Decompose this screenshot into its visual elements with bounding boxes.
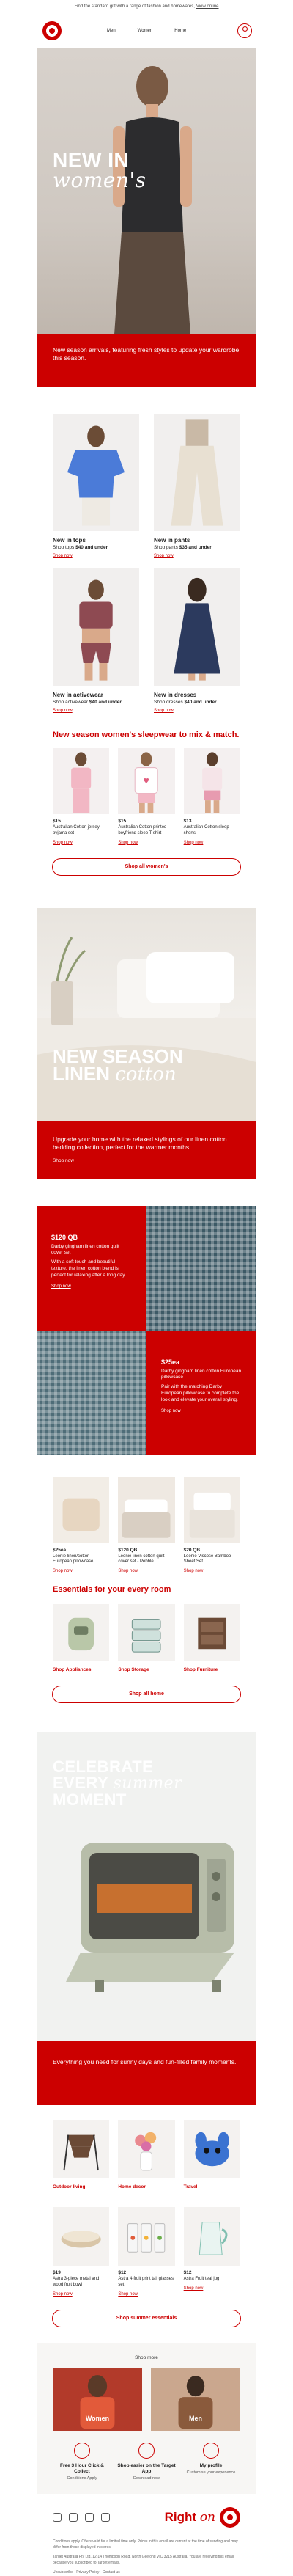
summer-products-grid	[37, 2189, 256, 2297]
nav-item-home[interactable]: Home	[174, 29, 187, 33]
summer-product-image[interactable]	[118, 2207, 174, 2266]
click-collect-icon	[74, 2443, 90, 2459]
quilt-shop-link[interactable]: Shop now	[51, 1284, 71, 1289]
gingham-split-grid	[37, 1206, 256, 1455]
pillowcase-promo[interactable]: $25ea Darby gingham linen cotton European pillowcase Pair with the matching Darby European pillowcase to complete the look and elevate your overall styling. Shop now	[146, 1331, 256, 1455]
nav-item-men[interactable]: Men	[107, 29, 116, 33]
shop-all-home-button[interactable]: Shop all home	[52, 1686, 241, 1703]
pinterest-icon[interactable]	[101, 2513, 110, 2522]
activewear-sub: Shop activewear $40 and under	[53, 700, 122, 705]
essentials-title: Essentials for your every room	[53, 1585, 171, 1595]
summer-product-image[interactable]	[184, 2207, 240, 2266]
sleepwear-shop-link[interactable]: Shop now	[183, 840, 204, 845]
hero-caption: New season arrivals, featuring fresh styles to update your wardrobe this season.	[37, 334, 256, 387]
tops-shop-link[interactable]: Shop now	[53, 554, 73, 558]
nav-item-women[interactable]: Women	[137, 29, 153, 33]
sleepwear-item[interactable]: $13 Australian Cotton sleep shorts Shop now	[184, 748, 240, 845]
sleepwear-image[interactable]	[184, 748, 240, 814]
category-card-dresses[interactable]: New in dresses Shop dresses $40 and under Shop now	[154, 568, 240, 713]
tops-sub: Shop tops $40 and under	[53, 545, 108, 550]
essentials-furniture[interactable]: Shop Furniture	[184, 1604, 240, 1672]
women-category-grid	[37, 387, 256, 728]
women-hero-image[interactable]	[37, 48, 256, 334]
summer-product-shop-link[interactable]: Shop now	[183, 2286, 204, 2291]
sleepwear-shop-link[interactable]: Shop now	[118, 840, 138, 845]
shop-all-womens-button[interactable]: Shop all women's	[52, 858, 241, 876]
bedding-caption: Upgrade your home with the relaxed stylings of our linen cotton bedding collection, perfect for the warmer months. Shop now	[37, 1121, 256, 1179]
shop-more-women[interactable]: Women	[53, 2368, 142, 2431]
summer-category-grid	[37, 2105, 256, 2189]
sleepwear-image[interactable]	[53, 748, 109, 814]
shop-more-men[interactable]: Men	[151, 2368, 240, 2431]
storage-image[interactable]	[118, 1604, 174, 1661]
service-click-collect[interactable]: Free 3 Hour Click & Collect Conditions Apply	[53, 2443, 111, 2481]
svg-text:♥: ♥	[143, 777, 150, 786]
furniture-image[interactable]	[184, 1604, 240, 1661]
bedding-product-image[interactable]	[118, 1477, 174, 1543]
right-on-brand	[165, 2507, 240, 2528]
tops-image[interactable]	[53, 414, 139, 531]
bedding-illustration	[37, 908, 256, 1121]
bedding-product[interactable]: $120 QB Leonie linen cotton quilt cover set - Pebble Shop now	[118, 1477, 174, 1574]
service-profile[interactable]: My profile Customise your experience	[182, 2443, 240, 2481]
facebook-icon[interactable]	[85, 2513, 94, 2522]
hero-title: NEW IN women's	[53, 149, 146, 192]
summer-product-shop-link[interactable]: Shop now	[118, 2291, 138, 2297]
summer-caption: Everything you need for sunny days and fun-filled family moments.	[37, 2041, 256, 2105]
quilt-cover-promo[interactable]: $120 QB Darby gingham linen cotton quilt cover set With a soft touch and beautiful texture, the linen cotton blend is perfect for relaxing after a long day. Shop now	[37, 1206, 146, 1331]
pillowcase-shop-link[interactable]: Shop now	[161, 1409, 181, 1414]
summer-cat-decor[interactable]: Home decor	[118, 2120, 174, 2189]
shop-more-section: Shop more Women Men Free 3 Hour Click & Collect Conditions Apply Shop easier on the Target App Download now My profile Customise your experience	[37, 2343, 256, 2494]
dresses-image[interactable]	[154, 568, 240, 686]
phone-icon	[138, 2443, 155, 2459]
pants-sub: Shop pants $35 and under	[154, 545, 212, 550]
category-card-tops[interactable]: New in tops Shop tops $40 and under Shop now	[53, 414, 139, 558]
shop-summer-essentials-button[interactable]: Shop summer essentials	[52, 2310, 241, 2327]
shop-more-grid	[53, 2368, 240, 2431]
top-bar	[0, 0, 293, 13]
dresses-sub: Shop dresses $40 and under	[154, 700, 217, 705]
top-bar-text: Find the standard gift with a range of fashion and homewares,	[74, 4, 195, 9]
appliance-image[interactable]	[53, 1604, 109, 1661]
essentials-storage[interactable]: Shop Storage	[118, 1604, 174, 1672]
dresses-shop-link[interactable]: Shop now	[154, 709, 174, 713]
service-app[interactable]: Shop easier on the Target App Download now	[117, 2443, 176, 2481]
pillowcase-image[interactable]	[37, 1331, 146, 1455]
bedding-product[interactable]: $20 QB Leonie Viscose Bamboo Sheet Set Shop now	[184, 1477, 240, 1574]
summer-cat-travel[interactable]: Travel	[184, 2120, 240, 2189]
bedding-product-image[interactable]	[53, 1477, 109, 1543]
sleepwear-grid	[37, 739, 256, 845]
view-online-link[interactable]: View online	[196, 4, 219, 9]
pants-shop-link[interactable]: Shop now	[154, 554, 174, 558]
outdoor-image[interactable]	[53, 2120, 109, 2178]
services-row	[53, 2443, 240, 2481]
bedding-shop-link[interactable]: Shop now	[183, 1569, 204, 1574]
summer-product-image[interactable]	[53, 2207, 109, 2266]
bedding-product-image[interactable]	[184, 1477, 240, 1543]
activewear-shop-link[interactable]: Shop now	[53, 709, 73, 713]
social-icons	[53, 2513, 110, 2522]
sleepwear-image[interactable]	[118, 748, 174, 814]
bedding-hero-image[interactable]	[37, 908, 256, 1121]
essentials-grid	[37, 1594, 256, 1672]
summer-product-shop-link[interactable]: Shop now	[53, 2291, 73, 2297]
summer-hero-title: CELEBRATE EVERY summer MOMENT	[53, 1757, 182, 1810]
activewear-image[interactable]	[53, 568, 139, 686]
bedding-shop-link[interactable]: Shop now	[53, 1157, 74, 1163]
header-nav	[107, 29, 186, 33]
summer-cat-outdoor[interactable]: Outdoor living	[53, 2120, 109, 2189]
right-on-wordmark: Right on	[164, 2510, 215, 2525]
sleepwear-item[interactable]: $15 Australian Cotton jersey pyjama set Shop now	[53, 748, 109, 845]
summer-product[interactable]: $12 Astra Fruit teal jug Shop now	[184, 2207, 240, 2297]
sleepwear-item[interactable]: ♥ $15 Australian Cotton printed boyfriend sleep T-shirt Shop now	[118, 748, 174, 845]
bedding-shop-link[interactable]: Shop now	[118, 1569, 138, 1574]
footer-target-logo[interactable]	[220, 2507, 240, 2528]
pants-image[interactable]	[154, 414, 240, 531]
profile-icon	[203, 2443, 219, 2459]
tiktok-icon[interactable]	[69, 2513, 78, 2522]
category-card-activewear[interactable]: New in activewear Shop activewear $40 and under Shop now	[53, 568, 139, 713]
content	[37, 48, 256, 2576]
quilt-cover-image[interactable]	[146, 1206, 256, 1331]
bedding-shop-link[interactable]: Shop now	[53, 1569, 73, 1574]
account-icon[interactable]	[237, 23, 252, 38]
bedding-product[interactable]: $25ea Leonie linen/cotton European pillowcase Shop now	[53, 1477, 109, 1574]
summer-product[interactable]: $12 Astra 4-fruit print tall glasses set Shop now	[118, 2207, 174, 2297]
instagram-icon[interactable]	[53, 2513, 62, 2522]
footer-row	[37, 2494, 256, 2535]
legal-text: Conditions apply. Offers valid for a limited time only. Prices in this email are current at the time of sending and may differ from those displayed in stores. Target Australia Pty Ltd. 12-14 Thompson Road, North Geelong VIC 3215 Australia. You are receiving this email because you subscribed to Target emails. Unsubscribe · Privacy Policy · Contact us	[53, 2539, 238, 2575]
sleepwear-shop-link[interactable]: Shop now	[53, 840, 73, 845]
summer-hero-image[interactable]	[37, 1732, 256, 2041]
model-illustration	[88, 56, 212, 334]
travel-image[interactable]	[184, 2120, 240, 2178]
bedding-hero-title: NEW SEASON LINEN cotton	[53, 1044, 183, 1086]
email-header	[0, 13, 293, 48]
summer-product[interactable]: $19 Astra 3-piece metal and wood fruit bowl Shop now	[53, 2207, 109, 2297]
essentials-appliances[interactable]: Shop Appliances	[53, 1604, 109, 1672]
sleepwear-title: New season women's sleepwear to mix & match.	[53, 731, 240, 739]
category-card-pants[interactable]: New in pants Shop pants $35 and under Shop now	[154, 414, 240, 558]
target-logo[interactable]	[42, 21, 62, 40]
bedding-products-grid	[37, 1455, 256, 1574]
decor-image[interactable]	[118, 2120, 174, 2178]
